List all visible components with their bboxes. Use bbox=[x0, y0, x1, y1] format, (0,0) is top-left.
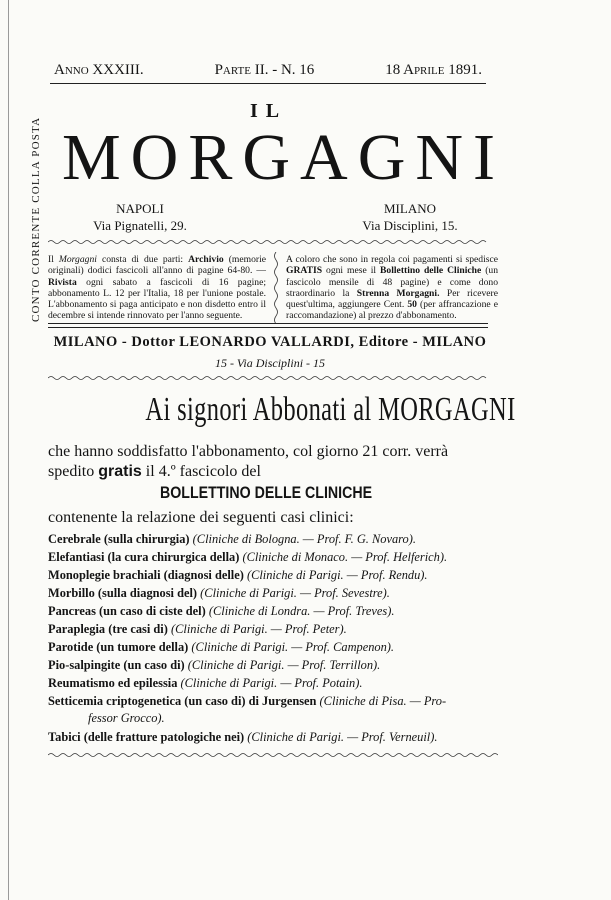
case-item: Paraplegia (tre casi di) (Cliniche di Parigi. — Prof. Peter). bbox=[48, 622, 347, 636]
case-item: Monoplegie brachiali (diagnosi delle) (Cliniche di Parigi. — Prof. Rendu). bbox=[48, 568, 428, 582]
page-edge-line bbox=[8, 0, 9, 900]
bulletin-title: BOLLETTINO DELLE CLINICHE bbox=[160, 484, 373, 502]
notice-right: A coloro che sono in regola coi pagamenti si spedisce GRATIS ogni mese il Bollettino delle Cliniche (un fascicolo mensile di 48 pagine) e come dono straordinario la Strenna Morgagni. Per ricevere quest'ultima, aggiungere Cent. 50 (per affrancazione e raccomandazione) al prezzo d'abbonamento. bbox=[286, 254, 498, 322]
case-item: Setticemia criptogenetica (un caso di) di Jurgensen (Cliniche di Pisa. — Pro- bbox=[48, 694, 447, 708]
issue-header bbox=[54, 62, 482, 79]
case-item: Elefantiasi (la cura chirurgica della) (Cliniche di Monaco. — Prof. Helferich). bbox=[48, 550, 448, 564]
case-item: Pio-salpingite (un caso di) (Cliniche di Parigi. — Prof. Terrillon). bbox=[48, 658, 381, 672]
wavy-rule-top bbox=[48, 239, 488, 245]
intro-line-2: spedito gratis il 4.º fascicolo del bbox=[48, 463, 261, 480]
headline: Ai signori Abbonati al MORGAGNI bbox=[145, 391, 516, 428]
publisher-line: MILANO - Dottor LEONARDO VALLARDI, Editore - MILANO bbox=[53, 334, 487, 350]
postal-note: CONTO CORRENTE COLLA POSTA bbox=[30, 116, 42, 322]
notice-rule-1 bbox=[48, 323, 488, 324]
intro-line-1: che hanno soddisfatto l'abbonamento, col giorno 21 corr. verrà bbox=[48, 443, 449, 460]
wavy-rule-mid bbox=[48, 375, 488, 381]
milano-city: MILANO bbox=[384, 201, 436, 216]
wavy-rule-bottom bbox=[48, 752, 498, 758]
napoli-city: NAPOLI bbox=[116, 201, 164, 216]
header-rule bbox=[50, 83, 486, 84]
issue-year: Anno XXXIII. bbox=[54, 62, 144, 78]
masthead-article: IL bbox=[250, 100, 288, 122]
intro-line-3: contenente la relazione dei seguenti casi clinici: bbox=[48, 509, 354, 526]
publisher-address: 15 - Via Disciplini - 15 bbox=[214, 356, 326, 370]
masthead-title: MORGAGNI bbox=[62, 121, 505, 194]
case-item: Morbillo (sulla diagnosi del) (Cliniche di Parigi. — Prof. Sevestre). bbox=[48, 586, 390, 600]
milano-address: Via Disciplini, 15. bbox=[362, 218, 458, 233]
case-item: Parotide (un tumore della) (Cliniche di Parigi. — Prof. Campenon). bbox=[48, 640, 395, 654]
napoli-office bbox=[80, 200, 200, 234]
notice-rule-2 bbox=[48, 327, 488, 328]
issue-part: Parte II. - N. 16 bbox=[214, 62, 315, 78]
case-item: Cerebrale (sulla chirurgia) (Cliniche di Bologna. — Prof. F. G. Novaro). bbox=[48, 532, 416, 546]
case-item: Tabici (delle fratture patologiche nei) (Cliniche di Parigi. — Prof. Verneuil). bbox=[48, 730, 438, 744]
notice-left: Il Morgagni consta di due parti: Archivio (memorie originali) dodici fascicoli all'anno di pagine 64-80. — Rivista ogni sabato a fascicoli di 16 pagine; abbonamento L. 12 per l'Italia, 18 per l'unione postale. L'abbonamento si paga anticipato e non disdetto entro il decembre si intende rinnovato per l'anno seguente. bbox=[48, 254, 266, 322]
case-item-continued: fessor Grocco). bbox=[88, 711, 165, 725]
notice-divider bbox=[272, 252, 280, 324]
case-item: Reumatismo ed epilessia (Cliniche di Parigi. — Prof. Potain). bbox=[48, 676, 363, 690]
issue-date: 18 Aprile 1891. bbox=[385, 62, 482, 78]
napoli-address: Via Pignatelli, 29. bbox=[93, 218, 187, 233]
case-item: Pancreas (un caso di ciste del) (Cliniche di Londra. — Prof. Treves). bbox=[48, 604, 395, 618]
milano-office bbox=[350, 200, 470, 234]
